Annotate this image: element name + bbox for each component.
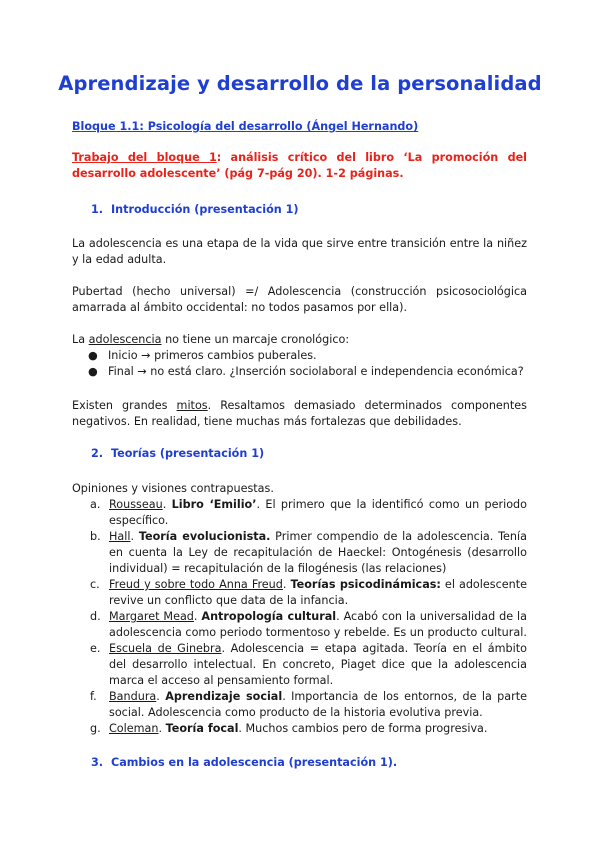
- theory-author: Margaret Mead: [109, 610, 194, 623]
- text-fragment: La: [72, 333, 89, 346]
- teorias-list-container: [72, 497, 527, 737]
- section-title: Teorías (presentación 1): [111, 447, 265, 460]
- section-heading-1: [91, 202, 546, 218]
- theory-description: . Importancia de los entornos, de la parte social. Adolescencia como producto de la historia evolutiva previa.: [109, 690, 527, 719]
- theory-author: Freud y sobre todo Anna Freud: [109, 578, 283, 591]
- theory-author: Escuela de Ginebra: [109, 642, 222, 655]
- theory-letter: g.: [90, 722, 101, 735]
- section-number: 3.: [91, 756, 104, 769]
- bullet-icon: ●: [88, 349, 98, 362]
- theory-item: [72, 641, 527, 689]
- theory-letter: e.: [90, 642, 101, 655]
- trabajo-text: : análisis crítico del libro ‘La promoción del desarrollo adolescente’ (pág 7-pág 20). 1-2 páginas.: [72, 151, 527, 180]
- theory-item: [72, 689, 527, 721]
- theory-name: Libro ‘Emilio’: [171, 498, 257, 511]
- section-number: 1.: [91, 203, 104, 216]
- theory-description: Adolescencia = etapa agitada. Teoría en el ámbito del desarrollo intelectual. En concreto, Piaget dice que la adolescencia marca el acceso al pensamiento formal.: [109, 642, 527, 687]
- theory-name: Teoría evolucionista.: [138, 530, 271, 543]
- mitos-paragraph: [72, 398, 527, 430]
- theory-description: . Muchos cambios pero de forma progresiva.: [238, 722, 488, 735]
- theory-description: Primer compendio de la adolescencia. Tenía en cuenta la Ley de recapitulación de Haeckel: Ontogénesis (desarrollo individual) = recapitulación de la filogénesis (las relaciones): [109, 530, 527, 575]
- section-heading-3: [91, 755, 546, 771]
- theory-name: Aprendizaje social: [165, 690, 283, 703]
- teorias-list: [72, 497, 527, 737]
- mitos-term: mitos: [176, 399, 208, 412]
- theory-name: Teoría focal: [165, 722, 239, 735]
- bullet-text: Inicio → primeros cambios puberales.: [108, 349, 317, 362]
- text-fragment: no tiene un marcaje cronológico:: [161, 333, 350, 346]
- list-item: [72, 348, 527, 364]
- trabajo-label: Trabajo del bloque 1: [72, 151, 217, 164]
- theory-letter: b.: [90, 530, 101, 543]
- theory-item: [72, 577, 527, 609]
- theory-description: el adolescente revive un conflicto que data de la infancia.: [109, 578, 527, 607]
- bullet-list: [72, 348, 527, 380]
- list-item: [72, 364, 527, 380]
- text-fragment: . Resaltamos demasiado determinados componentes negativos. En realidad, tiene muchas más fortalezas que debilidades.: [72, 399, 527, 428]
- theory-letter: f.: [90, 690, 97, 703]
- document-title: Aprendizaje y desarrollo de la personalidad: [58, 72, 542, 95]
- theory-separator: .: [162, 498, 172, 511]
- intro-paragraph-1: La adolescencia es una etapa de la vida que sirve entre transición entre la niñez y la edad adulta.: [72, 237, 527, 266]
- theory-letter: a.: [90, 498, 101, 511]
- intro-paragraph-2: Pubertad (hecho universal) =/ Adolescencia (construcción psicosociológica amarrada al ámbito occidental: no todos pasamos por ella).: [72, 285, 527, 314]
- theory-letter: d.: [90, 610, 101, 623]
- theory-letter: c.: [90, 578, 100, 591]
- theory-item: [72, 721, 527, 737]
- theory-name: Teorías psicodinámicas:: [290, 578, 441, 591]
- theory-separator: .: [282, 578, 291, 591]
- text-fragment: Existen grandes: [72, 399, 177, 412]
- adolescencia-term: adolescencia: [88, 333, 162, 346]
- intro-paragraph-3: [72, 332, 527, 380]
- teorias-intro: Opiniones y visiones contrapuestas.: [72, 482, 274, 495]
- section-number: 2.: [91, 447, 104, 460]
- theory-author: Coleman: [109, 722, 159, 735]
- adolescencia-line: [72, 332, 527, 348]
- bullet-icon: ●: [88, 365, 98, 378]
- bullet-text: Final → no está claro. ¿Inserción sociolaboral e independencia económica?: [108, 365, 524, 378]
- bloque-heading: Bloque 1.1: Psicología del desarrollo (Ángel Hernando): [72, 120, 419, 133]
- section-title: Introducción (presentación 1): [111, 203, 299, 216]
- theory-author: Rousseau: [109, 498, 163, 511]
- theory-separator: .: [156, 690, 166, 703]
- theory-description: . El primero que la identificó como un periodo específico.: [109, 498, 527, 527]
- theory-author: Hall: [109, 530, 131, 543]
- theory-separator: .: [193, 610, 202, 623]
- section-heading-2: [91, 446, 546, 462]
- section-title: Cambios en la adolescencia (presentación 1).: [111, 756, 398, 769]
- theory-item: [72, 609, 527, 641]
- theory-description: . Acabó con la universalidad de la adolescencia como periodo tormentoso y rebelde. Es un producto cultural.: [109, 610, 527, 639]
- theory-name: Antropología cultural: [201, 610, 337, 623]
- theory-separator: .: [130, 530, 139, 543]
- theory-author: Bandura: [109, 690, 157, 703]
- theory-item: [72, 497, 527, 529]
- theory-separator: .: [221, 642, 231, 655]
- theory-separator: .: [158, 722, 166, 735]
- trabajo-paragraph: [72, 150, 527, 182]
- theory-item: [72, 529, 527, 577]
